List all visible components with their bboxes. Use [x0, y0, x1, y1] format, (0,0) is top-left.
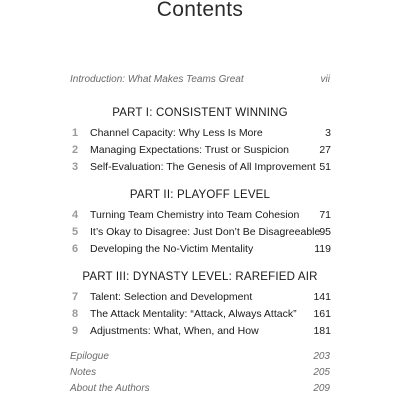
chapter-2-entry [72, 143, 331, 157]
back-matter-page: 209 [313, 383, 330, 394]
back-matter-page: 205 [313, 367, 330, 378]
chapter-title: Adjustments: What, When, and How [90, 325, 259, 337]
introduction-entry [70, 73, 330, 87]
back-matter-label: Epilogue [70, 351, 109, 362]
chapter-title: Developing the No-Victim Mentality [90, 243, 254, 255]
chapter-page: 181 [313, 325, 331, 337]
chapter-number: 2 [72, 144, 79, 156]
epilogue-entry [70, 350, 330, 364]
chapter-title: Managing Expectations: Trust or Suspicion [90, 144, 290, 156]
chapter-title: The Attack Mentality: “Attack, Always Attack” [90, 308, 297, 320]
chapter-page: 119 [314, 243, 331, 255]
chapter-number: 6 [72, 243, 79, 255]
introduction-label: Introduction: What Makes Teams Great [70, 74, 244, 85]
chapter-number: 8 [72, 308, 79, 320]
chapter-page: 71 [319, 209, 331, 221]
chapter-3-entry [72, 160, 331, 174]
chapter-page: 161 [313, 308, 331, 320]
chapter-6-entry [72, 242, 331, 256]
chapter-5-entry [72, 225, 331, 239]
chapter-page: 3 [325, 127, 331, 139]
part-1-heading: PART I: CONSISTENT WINNING [112, 107, 288, 119]
chapter-number: 1 [72, 127, 79, 139]
chapter-page: 141 [313, 291, 331, 303]
chapter-title: Turning Team Chemistry into Team Cohesion [90, 209, 300, 221]
part-3-heading: PART III: DYNASTY LEVEL: RAREFIED AIR [82, 271, 318, 283]
notes-entry [70, 366, 330, 380]
part-2-heading: PART II: PLAYOFF LEVEL [129, 189, 271, 201]
chapter-number: 5 [72, 226, 79, 238]
introduction-page: vii [320, 74, 330, 85]
chapter-number: 9 [72, 325, 79, 337]
chapter-title: Self-Evaluation: The Genesis of All Improvement [90, 161, 316, 173]
chapter-page: 95 [319, 226, 331, 238]
chapter-1-entry [72, 126, 331, 140]
about-authors-entry [70, 382, 330, 396]
chapter-9-entry [72, 324, 331, 338]
chapter-title: Channel Capacity: Why Less Is More [90, 127, 263, 139]
chapter-number: 4 [72, 209, 79, 221]
back-matter-label: About the Authors [70, 383, 150, 394]
chapter-7-entry [72, 290, 331, 304]
chapter-title: Talent: Selection and Development [90, 291, 253, 303]
chapter-title: It’s Okay to Disagree: Just Don’t Be Disagreeable [90, 226, 321, 238]
chapter-page: 51 [319, 161, 331, 173]
back-matter-label: Notes [70, 367, 97, 378]
back-matter-page: 203 [313, 351, 330, 362]
chapter-page: 27 [319, 144, 331, 156]
chapter-4-entry [72, 208, 331, 222]
chapter-8-entry [72, 307, 331, 321]
contents-title: Contents [156, 0, 244, 21]
chapter-number: 7 [72, 291, 79, 303]
chapter-number: 3 [72, 161, 79, 173]
